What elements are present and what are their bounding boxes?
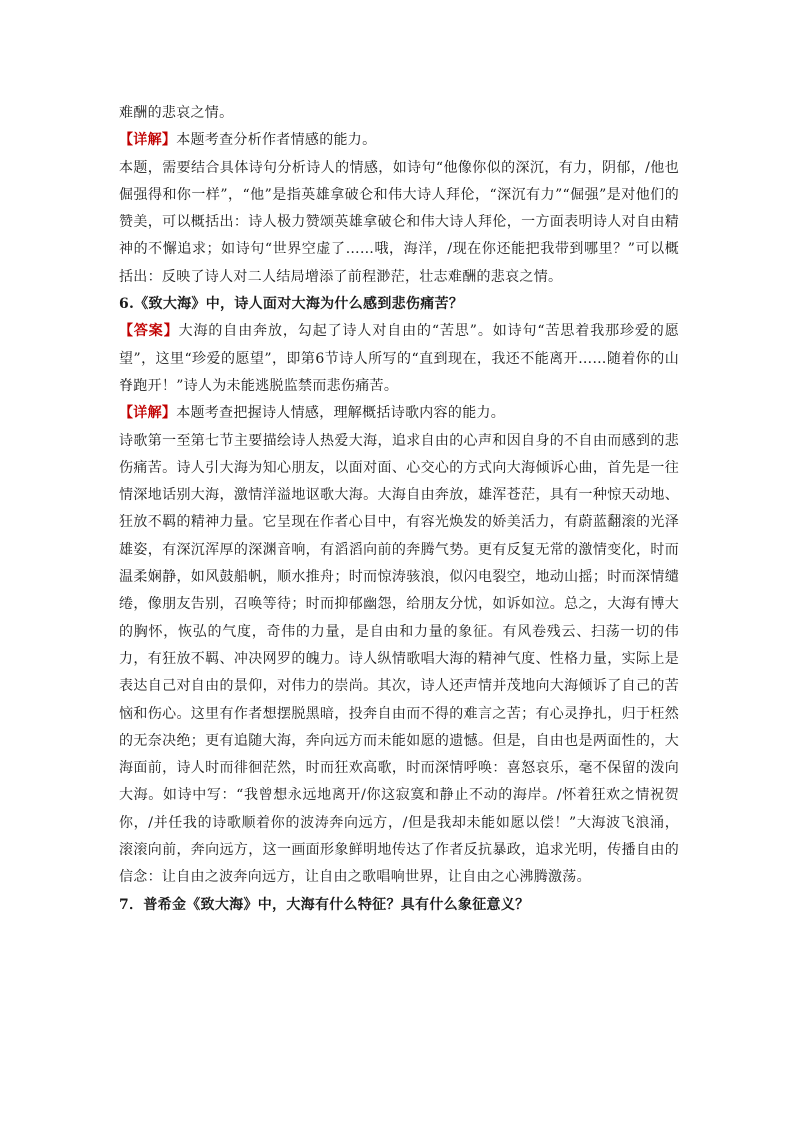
answer-label: 【答案】 [119, 323, 179, 340]
paragraph-detail-1 [119, 127, 679, 154]
detail-label: 【详解】 [119, 132, 177, 149]
paragraph-text: 诗歌第一至第七节主要描绘诗人热爱大海，追求自由的心声和因自身的不自由而感到的悲伤痛苦。诗人引大海为知心朋友，以面对面、心交心的方式向大海倾诉心曲，首先是一往情深地话别大海，激情洋溢地讴歌大海。大海自由奔放，雄浑苍茫，具有一种惊天动地、狂放不羁的精神力量。它呈现在作者心目中，有容光焕发的娇美活力，有蔚蓝翻滚的光泽雄姿，有深沉浑厚的深渊音响，有滔滔向前的奔腾气势。更有反复无常的激情变化，时而温柔娴静，如风鼓船帆，顺水推舟；时而惊涛骇浪，似闪电裂空，地动山摇；时而深情缱绻，像朋友告别，召唤等待；时而抑郁幽怨，给朋友分忧，如诉如泣。总之，大海有博大的胸怀，恢弘的气度，奇伟的力量，是自由和力量的象征。有风卷残云、扫荡一切的伟力，有狂放不羁、冲决网罗的魄力。诗人纵情歌唱大海的精神气度、性格力量，实际上是表达自己对自由的景仰，对伟力的崇尚。其次，诗人还声情并茂地向大海倾诉了自己的苦恼和伤心。这里有作者想摆脱黑暗，投奔自由而不得的难言之苦；有心灵挣扎，归于枉然的无奈决绝；更有追随大海，奔向远方而未能如愿的遗憾。但是，自由也是两面性的，大海面前，诗人时而徘徊茫然，时而狂欢高歌，时而深情呼唤：喜怒哀乐，毫不保留的泼向大海。如诗中写：“我曾想永远地离开/你这寂寞和静止不动的海岸。/怀着狂欢之情祝贺你，/并任我的诗歌顺着你的波涛奔向远方，/但是我却未能如愿以偿！”大海波飞浪涌，滚滚向前，奔向远方，这一画面形象鲜明地传达了作者反抗暴政，追求光明，传播自由的信念：让自由之波奔向远方，让自由之歌唱响世界，让自由之心沸腾激荡。 [119, 432, 679, 886]
question-text: 7．普希金《致大海》中，大海有什么特征？具有什么象征意义？ [119, 896, 530, 913]
paragraph-text: 本题考查分析作者情感的能力。 [176, 132, 377, 149]
paragraph-text: 大海的自由奔放，勾起了诗人对自由的“苦思”。如诗句“苦思着我那珍爱的愿望”，这里“珍爱的愿望”，即第6节诗人所写的“直到现在，我还不能离开……随着你的山脊跑开！”诗人为未能逃脱监禁而悲伤痛苦。 [119, 323, 679, 394]
paragraph-text: 难酬的悲哀之情。 [119, 105, 234, 121]
detail-label: 【详解】 [119, 405, 177, 422]
paragraph-text: 本题考查把握诗人情感，理解概括诗歌内容的能力。 [176, 405, 506, 422]
paragraph-detail-2 [119, 400, 679, 427]
question-text: 6.《致大海》中，诗人面对大海为什么感到悲伤痛苦？ [119, 296, 464, 313]
paragraph-analysis-1 [119, 155, 679, 291]
question-7 [119, 892, 679, 919]
paragraph-answer [119, 318, 679, 400]
paragraph-continuation [119, 100, 679, 127]
paragraph-text: 本题，需要结合具体诗句分析诗人的情感，如诗句“他像你似的深沉，有力，阴郁，/他也倔强得和你一样”，“他”是指英雄拿破仑和伟大诗人拜伦，“深沉有力”“倔强”是对他们的赞美，可以概括出：诗人极力赞颂英雄拿破仑和伟大诗人拜伦，一方面表明诗人对自由精神的不懈追求；如诗句“世界空虚了……哦，海洋，/现在你还能把我带到哪里？”可以概括出：反映了诗人对二人结局增添了前程渺茫，壮志难酬的悲哀之情。 [119, 159, 679, 285]
paragraph-analysis-2 [119, 428, 679, 892]
document-body [119, 100, 679, 919]
question-6 [119, 291, 679, 318]
